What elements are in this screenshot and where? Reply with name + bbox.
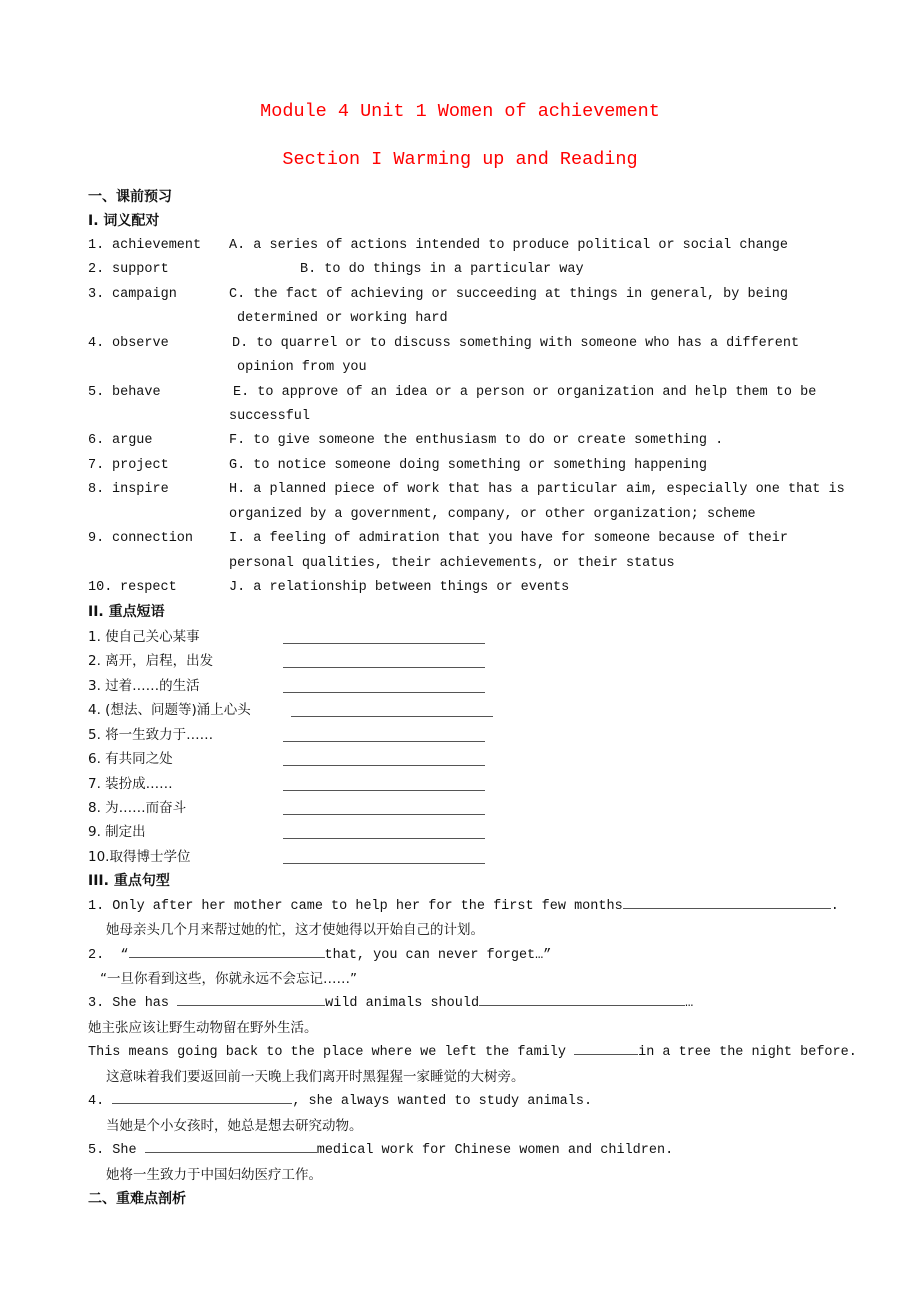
title-section: Section I Warming up and Reading (282, 149, 638, 170)
phrase-blank[interactable] (283, 629, 485, 644)
match-definition: D. to quarrel or to discuss something with someone who has a different (232, 335, 800, 351)
match-definition: H. a planned piece of work that has a particular aim, especially one that is (229, 482, 845, 498)
match-word: achievement (112, 237, 202, 253)
match-definition: C. the fact of achieving or succeeding at things in general, by being (229, 286, 788, 302)
sentence-4: 4. , she always wanted to study animals. (88, 1089, 848, 1113)
match-word: connection (112, 531, 194, 547)
match-definition: F. to give someone the enthusiasm to do or create something . (229, 433, 724, 449)
blank[interactable] (574, 1040, 638, 1055)
matching-item: 5. behave E. to approve of an idea or a person or organization and help them to be (88, 381, 848, 405)
phrase-blank[interactable] (283, 776, 485, 791)
part1-heading: 一、课前预习 (88, 189, 172, 205)
matching-item: 9. connection I. a feeling of admiration that you have for someone because of their (88, 527, 848, 551)
phrase-item: 3. 过着……的生活 (88, 674, 848, 698)
matching-item: 10. respect J. a relationship between things or events (88, 576, 848, 600)
matching-item: 1. achievement A. a series of actions intended to produce political or social change (88, 234, 848, 258)
phrase-blank[interactable] (283, 849, 485, 864)
phrase-blank[interactable] (283, 751, 485, 766)
blank[interactable] (129, 943, 325, 958)
sentence-3: 3. She has wild animals should … (88, 991, 848, 1015)
match-word: support (112, 262, 169, 278)
match-definition-cont: determined or working hard (237, 311, 448, 327)
matching-item: 7. project G. to notice someone doing something or something happening (88, 454, 848, 478)
match-definition: A. a series of actions intended to produce political or social change (229, 237, 788, 253)
match-word: campaign (112, 286, 177, 302)
blank[interactable] (145, 1138, 317, 1153)
matching-item: 4. observe D. to quarrel or to discuss something with someone who has a different (88, 332, 848, 356)
sec3-heading: III. 重点句型 (88, 873, 170, 890)
phrase-blank[interactable] (283, 678, 485, 693)
blank[interactable] (623, 894, 831, 909)
sentence-2: 2. “ that, you can never forget…” (88, 943, 848, 967)
match-definition: G. to notice someone doing something or something happening (229, 457, 707, 473)
phrase-item: 2. 离开，启程，出发 (88, 649, 848, 673)
phrase-blank[interactable] (283, 727, 485, 742)
match-definition-cont: successful (229, 408, 311, 424)
content: 一、课前预习 I. 词义配对 1. achievement A. a series of actions intended to produce political or social change 2. support B. to do things in a particular way 3. campaign C. the fact of achieving or succeeding at things in general, by being determined or working hard 4. observe D. to quarrel or to discuss something with someone who has a different opinion from you 5. behave E. to approve of an idea or a person or organization and help them to be successful 6. argue F. to give someone the enthusiasm to do or create something . 7. project G. to notice someone doing something or something happening 8. inspire H. a planned piece of work that has a particular aim, especially one that is organized by a government, company, or other organization; scheme 9. connection I. a feeling of admiration that you have for someone because of their personal qualities, their achievements, or their status 10. respect J. a relationship between things or events II. 重点短语 1. 使自己关心某事 2. 离开，启程，出发 3. 过着……的生活 4. (想法、问题等)涌上心头 5. 将一生致力于…… 6. 有共同之处 7. 装扮成…… 8. 为……而奋斗 9. 制定出 10.取得博士学位 III. 重点句型 1. Only after her mother came to help her for the first few months . 她母亲头几个月来帮过她的忙，这才使她得以开始自己的计划。 2. “ that, you can never forget…” “一旦你看到这些，你就永远不会忘记……” 3. She has wild animals should … 她主张应该让野生动物留在野外生活。 This means going back to the place where we left the family in a tree the night before. 这意味着我们要返回前一天晚上我们离开时黑猩猩一家睡觉的大树旁。 4. , she always wanted to study animals. 当她是个小女孩时，她总是想去研究动物。 5. She medical work for Chinese women and children. 她将一生致力于中国妇幼医疗工作。 二、重难点剖析 (88, 185, 848, 1211)
match-word: project (112, 457, 169, 473)
match-definition: E. to approve of an idea or a person or organization and help them to be (233, 384, 817, 400)
phrase-item: 8. 为……而奋斗 (88, 796, 848, 820)
sentence-1: 1. Only after her mother came to help her for the first few months . (88, 894, 848, 918)
match-word: inspire (112, 482, 169, 498)
blank[interactable] (479, 991, 685, 1006)
sec2-heading: II. 重点短语 (88, 604, 165, 621)
phrase-item: 4. (想法、问题等)涌上心头 (88, 698, 848, 722)
match-definition-cont: opinion from you (237, 360, 367, 376)
match-definition-cont: organized by a government, company, or other organization; scheme (229, 506, 756, 522)
phrase-blank[interactable] (291, 702, 493, 717)
blank[interactable] (112, 1089, 292, 1104)
title-module: Module 4 Unit 1 Women of achievement (260, 101, 660, 122)
phrase-item: 6. 有共同之处 (88, 747, 848, 771)
matching-item: 2. support B. to do things in a particular way (88, 258, 848, 282)
phrase-blank[interactable] (283, 653, 485, 668)
match-definition: J. a relationship between things or events (229, 580, 570, 595)
match-definition: I. a feeling of admiration that you have for someone because of their (229, 531, 788, 547)
matching-item: 8. inspire H. a planned piece of work that has a particular aim, especially one that is (88, 478, 848, 502)
match-definition-cont: personal qualities, their achievements, or their status (229, 555, 675, 571)
match-word: behave (112, 384, 161, 400)
phrase-blank[interactable] (283, 824, 485, 839)
phrase-item: 5. 将一生致力于…… (88, 723, 848, 747)
match-definition: B. to do things in a particular way (300, 262, 584, 278)
phrase-blank[interactable] (283, 800, 485, 815)
sec1-heading: I. 词义配对 (88, 213, 160, 230)
sentence-3b: This means going back to the place where we left the family in a tree the night before. (88, 1040, 848, 1064)
match-word: respect (120, 580, 177, 595)
phrase-item: 9. 制定出 (88, 820, 848, 844)
sentence-5: 5. She medical work for Chinese women and children. (88, 1138, 848, 1162)
match-word: observe (112, 335, 169, 351)
match-word: argue (112, 433, 153, 449)
phrase-item: 1. 使自己关心某事 (88, 625, 848, 649)
phrase-item: 10.取得博士学位 (88, 845, 848, 869)
matching-item: 6. argue F. to give someone the enthusiasm to do or create something . (88, 429, 848, 453)
matching-item: 3. campaign C. the fact of achieving or succeeding at things in general, by being (88, 283, 848, 307)
phrase-item: 7. 装扮成…… (88, 772, 848, 796)
blank[interactable] (177, 991, 325, 1006)
part2-heading: 二、重难点剖析 (88, 1190, 186, 1207)
